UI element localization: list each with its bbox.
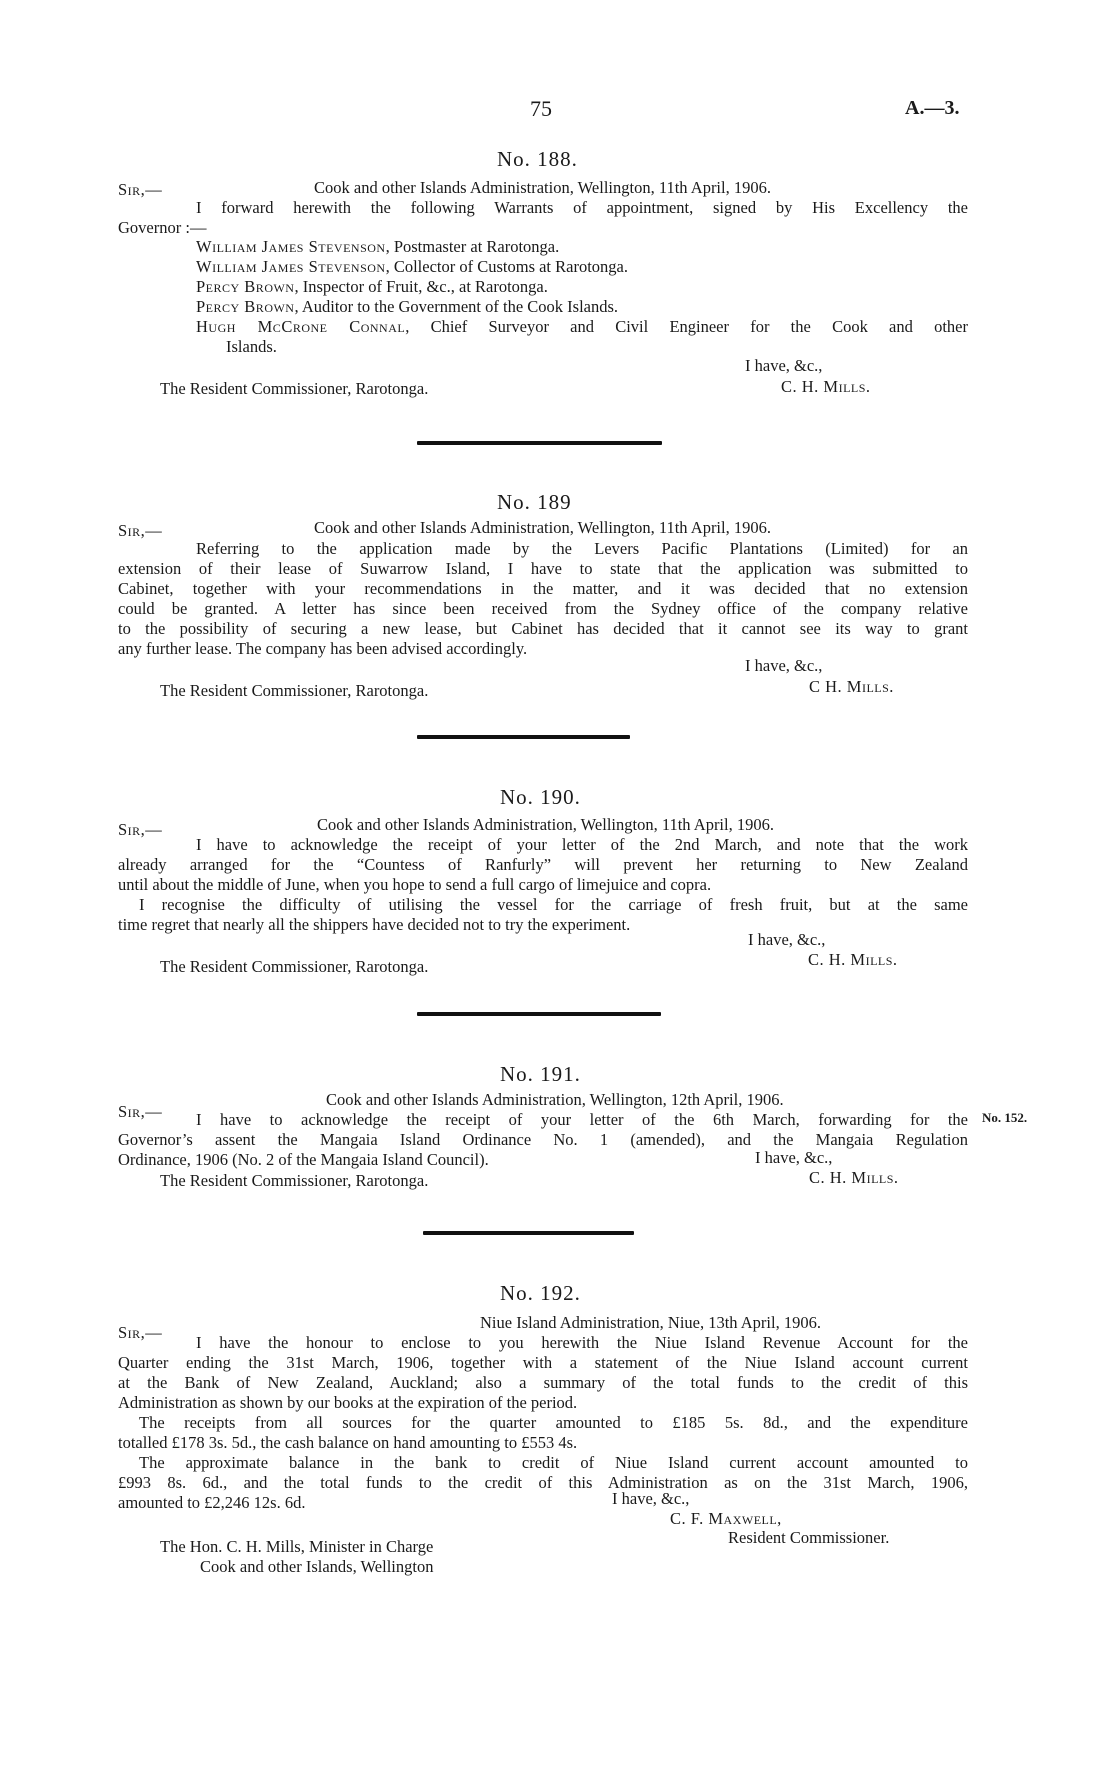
closing: I have, &c., [745, 656, 823, 675]
appointment-line: William James Stevenson, Postmaster at Rarotonga. [196, 237, 560, 256]
body-line: Ordinance, 1906 (No. 2 of the Mangaia Island Council). [118, 1150, 489, 1169]
page-number: 75 [530, 96, 552, 121]
body-line: time regret that nearly all the shippers have decided not to try the experiment. [118, 915, 631, 934]
margin-reference: No. 152. [982, 1110, 1028, 1125]
body-line: extension of their lease of Suwarrow Island, I have to state that the application was submitted to [118, 559, 968, 578]
signature: C H. Mills. [809, 677, 894, 696]
body-line: Cabinet, together with your recommendations in the matter, and it was decided that no extension [118, 579, 968, 598]
signature: C. H. Mills. [809, 1168, 899, 1187]
body-line: Quarter ending the 31st March, 1906, together with a statement of the Niue Island account current [118, 1353, 968, 1372]
body-line: Governor :— [118, 218, 207, 237]
signature: C. H. Mills. [808, 950, 898, 969]
addressee: The Resident Commissioner, Rarotonga. [160, 957, 429, 976]
body-line: The receipts from all sources for the quarter amounted to £185 5s. 8d., and the expenditure [139, 1413, 968, 1432]
signature-title: Resident Commissioner. [728, 1528, 890, 1547]
signature: C. F. Maxwell, [670, 1509, 782, 1528]
appointment-line: Percy Brown, Auditor to the Government of the Cook Islands. [196, 297, 619, 316]
letter-number: No. 188. [497, 147, 578, 171]
letter-number: No. 190. [500, 785, 581, 809]
appointment-continuation: Islands. [226, 337, 277, 356]
letter-number: No. 192. [500, 1281, 581, 1305]
letter-number: No. 189 [497, 490, 572, 514]
body-line: I have to acknowledge the receipt of your letter of the 2nd March, and note that the work [196, 835, 968, 854]
salutation: Sir,— [118, 180, 163, 199]
dateline: Cook and other Islands Administration, Wellington, 12th April, 1906. [326, 1090, 784, 1109]
dateline: Cook and other Islands Administration, Wellington, 11th April, 1906. [314, 178, 771, 197]
body-line: until about the middle of June, when you hope to send a full cargo of limejuice and copra. [118, 875, 712, 894]
closing: I have, &c., [612, 1489, 690, 1508]
appointment-line: William James Stevenson, Collector of Customs at Rarotonga. [196, 257, 629, 276]
section-rule [423, 1231, 634, 1235]
addressee: The Resident Commissioner, Rarotonga. [160, 379, 429, 398]
body-line: £993 8s. 6d., and the total funds to the credit of this Administration as on the 31st March, 1906, [118, 1473, 968, 1492]
signature: C. H. Mills. [781, 377, 871, 396]
body-line: Referring to the application made by the Levers Pacific Plantations (Limited) for an [196, 539, 968, 558]
body-line: amounted to £2,246 12s. 6d. [118, 1493, 306, 1512]
addressee-line: Cook and other Islands, Wellington [200, 1557, 434, 1576]
body-line: already arranged for the “Countess of Ranfurly” will prevent her returning to New Zealand [118, 855, 968, 874]
letter-number: No. 191. [500, 1062, 581, 1086]
appointment-line: Percy Brown, Inspector of Fruit, &c., at Rarotonga. [196, 277, 548, 296]
addressee-line: The Hon. C. H. Mills, Minister in Charge [160, 1537, 434, 1556]
section-rule [417, 441, 662, 445]
dateline: Cook and other Islands Administration, Wellington, 11th April, 1906. [314, 518, 771, 537]
body-line: any further lease. The company has been advised accordingly. [118, 639, 528, 658]
section-rule [417, 735, 630, 739]
salutation: Sir,— [118, 820, 163, 839]
section-rule [417, 1012, 661, 1016]
closing: I have, &c., [755, 1148, 833, 1167]
body-line: I recognise the difficulty of utilising the vessel for the carriage of fresh fruit, but at the same [139, 895, 968, 914]
body-line: could be granted. A letter has since been received from the Sydney office of the company relative [118, 599, 968, 618]
closing: I have, &c., [748, 930, 826, 949]
body-line: I have to acknowledge the receipt of your letter of the 6th March, forwarding for the [196, 1110, 968, 1129]
salutation: Sir,— [118, 1323, 163, 1342]
addressee: The Resident Commissioner, Rarotonga. [160, 1171, 429, 1190]
addressee: The Resident Commissioner, Rarotonga. [160, 681, 429, 700]
salutation: Sir,— [118, 1102, 163, 1121]
body-line: to the possibility of securing a new lease, but Cabinet has decided that it cannot see its way to grant [118, 619, 968, 638]
body-line: totalled £178 3s. 5d., the cash balance on hand amounting to £553 4s. [118, 1433, 578, 1452]
appointment-line: Hugh McCrone Connal, Chief Surveyor and Civil Engineer for the Cook and other [196, 317, 968, 336]
body-line: The approximate balance in the bank to credit of Niue Island current account amounted to [139, 1453, 968, 1472]
body-line: I have the honour to enclose to you herewith the Niue Island Revenue Account for the [196, 1333, 968, 1352]
body-line: at the Bank of New Zealand, Auckland; also a summary of the total funds to the credit of this [118, 1373, 968, 1392]
body-line: I forward herewith the following Warrants of appointment, signed by His Excellency the [196, 198, 968, 217]
dateline: Cook and other Islands Administration, Wellington, 11th April, 1906. [317, 815, 774, 834]
body-line: Administration as shown by our books at the expiration of the period. [118, 1393, 578, 1412]
closing: I have, &c., [745, 356, 823, 375]
body-line: Governor’s assent the Mangaia Island Ordinance No. 1 (amended), and the Mangaia Regulation [118, 1130, 968, 1149]
series-reference: A.—3. [905, 97, 960, 119]
salutation: Sir,— [118, 521, 163, 540]
dateline: Niue Island Administration, Niue, 13th April, 1906. [480, 1313, 821, 1332]
